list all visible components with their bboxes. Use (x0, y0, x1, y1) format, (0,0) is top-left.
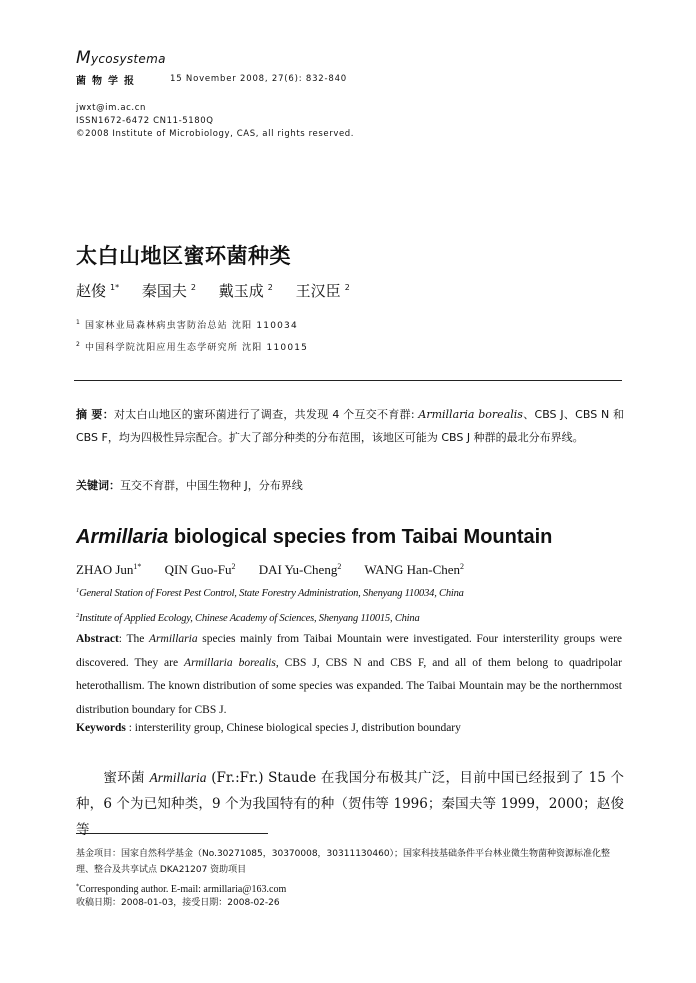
footnote-corresponding: *Corresponding author. E-mail: armillaria@163.com (76, 883, 287, 895)
affiliation-en: $^2$Institute of Applied Ecology, Chinese Academy of Sciences, Shenyang 110015, China (76, 612, 420, 624)
affiliation-cn: $^2$ 中国科学院沈阳应用生态学研究所 沈阳 110015 (76, 341, 309, 353)
author-en: QIN Guo-Fu$^2$ (164, 562, 236, 577)
footnote-dates: 收稿日期：2008-01-03，接受日期：2008-02-26 (76, 898, 280, 908)
author-cn: 秦国夫 $^2$ (141, 282, 196, 300)
journal-issn: ISSN1672-6472 CN11-5180Q (76, 116, 214, 126)
authors-en (76, 562, 484, 578)
abstract-en: Abstract: The Armillaria species mainly from Taibai Mountain were investigated. Four intersterility groups were discovered. They are Armillaria borealis, CBS J, CBS N and CBS F, and all of them belong to quadripolar heterothallism. The known distribution of some species was expanded. The Taibai Mountain may be the northernmost distribution boundary for CBS J. (76, 633, 623, 716)
journal-name-cn: 菌物学报 (76, 76, 140, 87)
author-cn: 赵俊 $^{1*}$ (76, 282, 120, 300)
journal-email: jwxt@im.ac.cn (76, 103, 146, 113)
affiliation-cn: $^1$ 国家林业局森林病虫害防治总站 沈阳 110034 (76, 319, 298, 331)
author-cn: 王汉臣 $^2$ (295, 282, 350, 300)
author-cn: 戴玉成 $^2$ (218, 282, 273, 300)
author-en: DAI Yu-Cheng$^2$ (258, 562, 342, 577)
title-cn: 太白山地区蜜环菌种类 (76, 244, 291, 268)
copyright: ©2008 Institute of Microbiology, CAS, all rights reserved. (76, 129, 355, 139)
body-paragraph: 蜜环菌 Armillaria (Fr.:Fr.) Staude 在我国分布极其广泛，目前中国已经报到了 15 个种，6 个为已知种类，9 个为我国特有的种（贺伟等 1996；秦国夫等 1999，2000；赵俊等 (76, 770, 624, 838)
keywords-cn: 关键词：互交不育群，中国生物种 J，分布界线 (76, 479, 303, 492)
authors-cn (76, 280, 368, 301)
abstract-cn: 摘 要：对太白山地区的蜜环菌进行了调查，共发现 4 个互交不育群: Armillaria borealis、CBS J、CBS N 和 CBS F，均为四极性异宗配合。扩大了部分种类的分布范围，该地区可能为 CBS J 种群的最北分布界线。 (76, 408, 624, 444)
journal-logo: Mycosystema (76, 48, 166, 68)
issue-info: 15 November 2008, 27(6): 832-840 (170, 74, 348, 84)
affiliation-en: $^1$General Station of Forest Pest Control, State Forestry Administration, Shenyang 110034, China (76, 587, 464, 599)
footnote-divider (76, 833, 268, 834)
divider (74, 380, 622, 381)
author-en: WANG Han-Chen$^2$ (364, 562, 465, 577)
footnote-funding: 基金项目：国家自然科学基金（No.30271085，30370008，30311130460）；国家科技基础条件平台林业微生物菌种资源标准化整理、整合及共享试点 DKA21207 资助项目 (76, 849, 611, 875)
keywords-en: Keywords : intersterility group, Chinese biological species J, distribution boundary (76, 722, 461, 734)
title-en: Armillaria biological species from Taibai Mountain (76, 526, 553, 548)
author-en: ZHAO Jun$^{1*}$ (76, 562, 142, 577)
